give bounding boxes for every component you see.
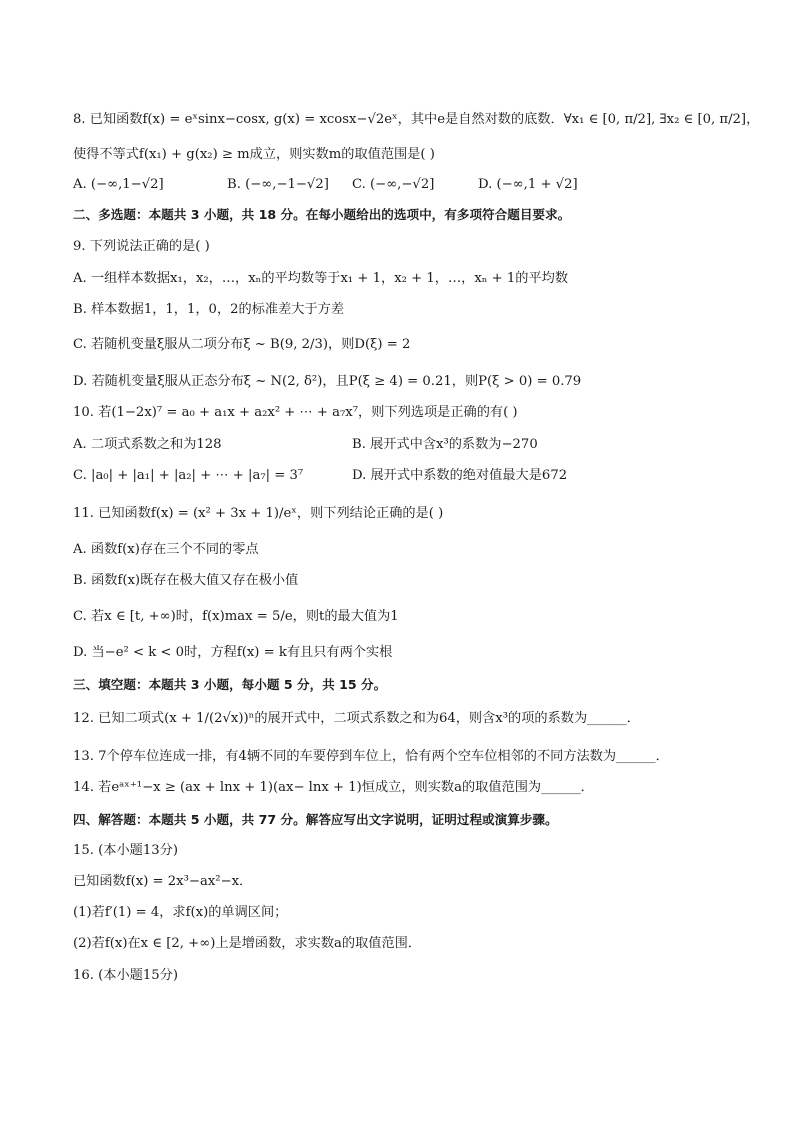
q10-option-a: A. 二项式系数之和为128 [73,437,222,452]
q16-header: 16. (本小题15分) [73,968,178,983]
q12-text: 12. 已知二项式(x + 1/(2√x))ⁿ的展开式中，二项式系数之和为64，则含x³的项的系数为______． [73,711,640,726]
q8-stem-line1: 8. 已知函数f(x) = eˣsinx−cosx, g(x) = xcosx−√2eˣ，其中e是自然对数的底数．∀x₁ ∈ [0, π/2], ∃x₂ ∈ [0, π/2]， [73,112,760,127]
q13-text: 13. 7个停车位连成一排，有4辆不同的车要停到车位上，恰有两个空车位相邻的不同方法数为______． [73,749,669,764]
q14-text: 14. 若eᵃˣ⁺¹−x ≥ (ax + lnx + 1)(ax− lnx + 1)恒成立，则实数a的取值范围为______． [73,780,594,795]
q11-option-b: B. 函数f(x)既存在极大值又存在极小值 [73,573,299,588]
q9-option-b: B. 样本数据1，1，1，0，2的标准差大于方差 [73,302,345,317]
q8-option-a: A. (−∞,1−√2] [73,177,164,192]
q15-stem: 已知函数f(x) = 2x³−ax²−x． [73,874,253,889]
q11-option-d: D. 当−e² < k < 0时，方程f(x) = k有且只有两个实根 [73,645,393,660]
section-multiple-choice-heading: 二、多选题：本题共 3 小题，共 18 分。在每小题给出的选项中，有多项符合题目要求。 [73,207,571,222]
q9-option-c: C. 若随机变量ξ服从二项分布ξ ~ B(9, 2/3)，则D(ξ) = 2 [73,337,411,352]
q15-header: 15. (本小题13分) [73,843,178,858]
q9-stem: 9. 下列说法正确的是( ) [73,239,210,254]
section-fill-in-heading: 三、填空题：本题共 3 小题，每小题 5 分，共 15 分。 [73,677,387,692]
q8-stem-line2: 使得不等式f(x₁) + g(x₂) ≥ m成立，则实数m的取值范围是( ) [73,147,435,162]
q10-option-d: D. 展开式中系数的绝对值最大是672 [352,468,568,483]
q11-stem: 11. 已知函数f(x) = (x² + 3x + 1)/eˣ，则下列结论正确的是( ) [73,506,444,521]
section-problem-solving-heading: 四、解答题：本题共 5 小题，共 77 分。解答应写出文字说明，证明过程或演算步骤。 [73,812,558,827]
q15-part2: (2)若f(x)在x ∈ [2, +∞)上是增函数，求实数a的取值范围． [73,936,422,951]
q8-option-d: D. (−∞,1 + √2] [478,177,578,192]
q9-option-d: D. 若随机变量ξ服从正态分布ξ ~ N(2, δ²)，且P(ξ ≥ 4) = 0.21，则P(ξ > 0) = 0.79 [73,374,582,389]
q11-option-a: A. 函数f(x)存在三个不同的零点 [73,542,259,557]
q11-option-c: C. 若x ∈ [t, +∞)时，f(x)max = 5/e，则t的最大值为1 [73,609,399,624]
q10-stem: 10. 若(1−2x)⁷ = a₀ + a₁x + a₂x² + ⋯ + a₇x⁷，则下列选项是正确的有( ) [73,405,518,420]
q8-option-b: B. (−∞,−1−√2] [227,177,329,192]
q10-option-c: C. |a₀| + |a₁| + |a₂| + ⋯ + |a₇| = 3⁷ [73,468,304,483]
q9-option-a: A. 一组样本数据x₁，x₂，…，xₙ的平均数等于x₁ + 1，x₂ + 1，…，xₙ + 1的平均数 [73,271,569,286]
q10-option-b: B. 展开式中含x³的系数为−270 [352,437,538,452]
q15-part1: (1)若f′(1) = 4，求f(x)的单调区间； [73,905,288,920]
q8-option-c: C. (−∞,−√2] [352,177,435,192]
